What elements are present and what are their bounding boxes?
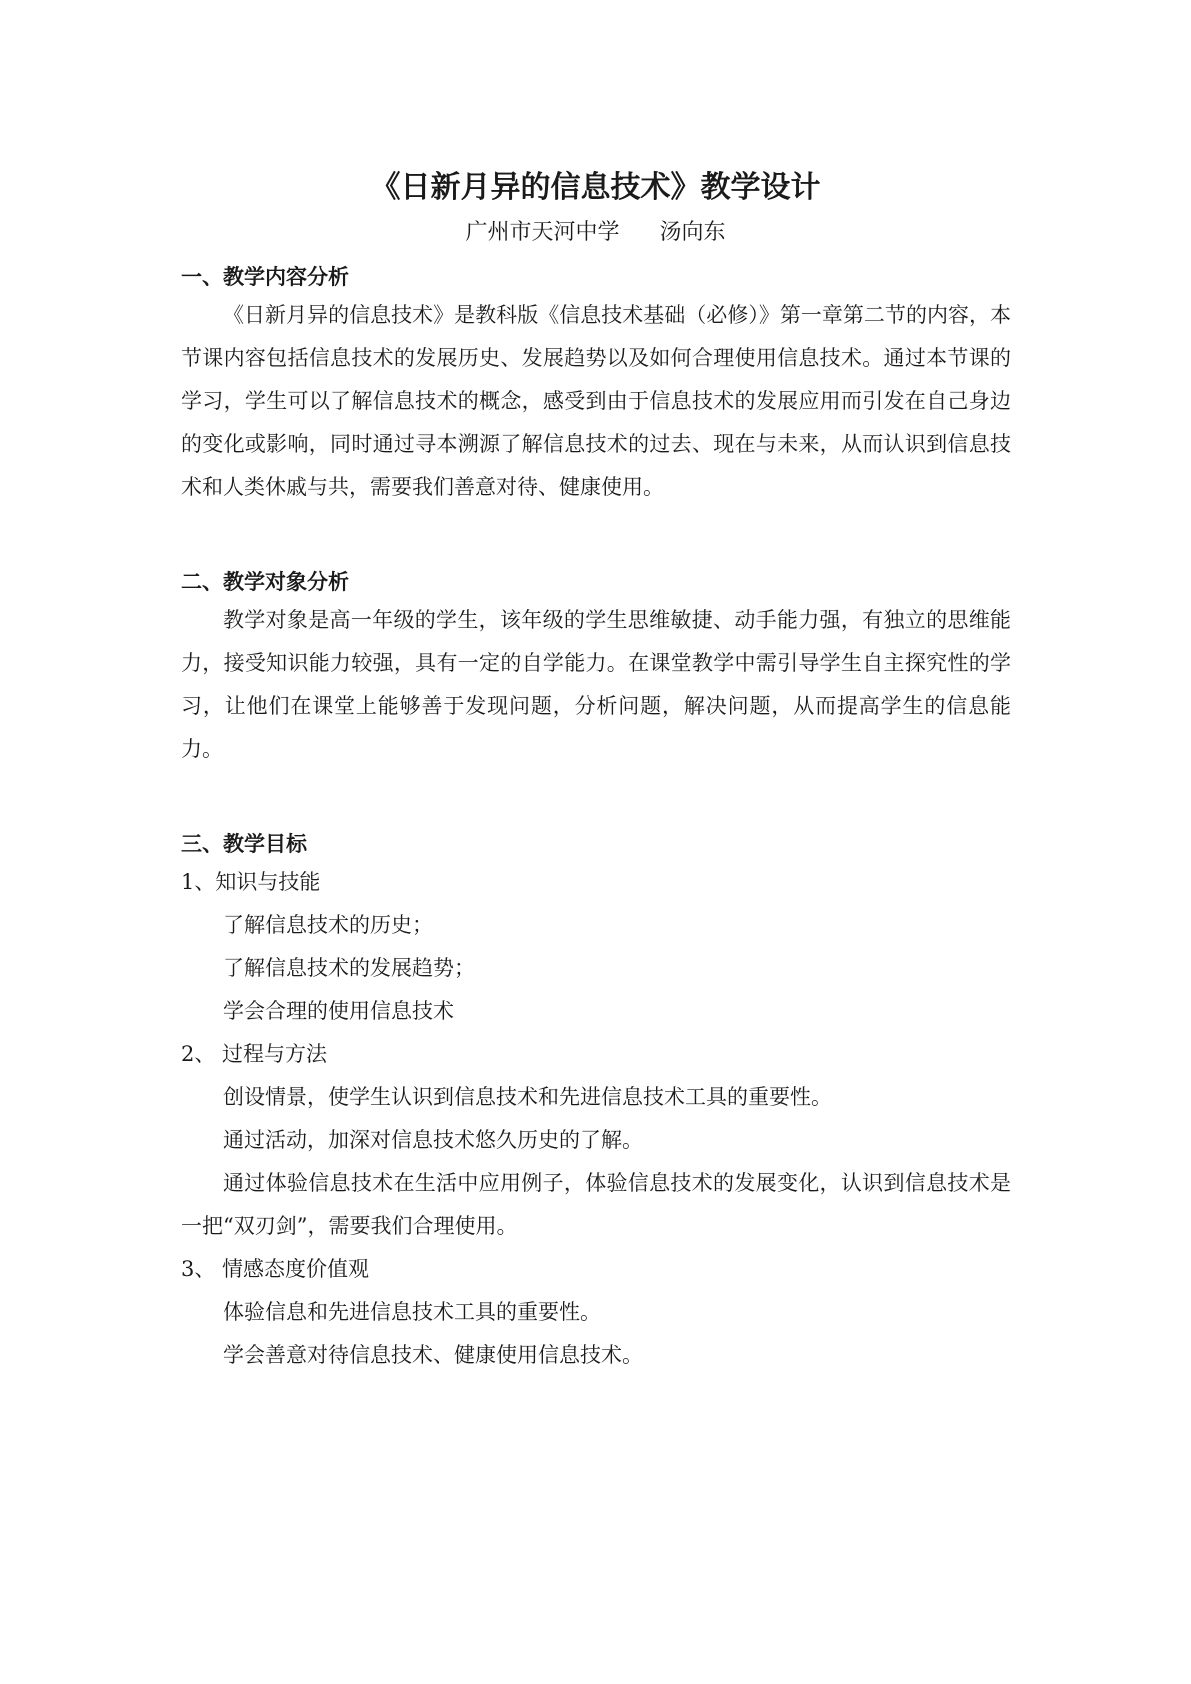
section-heading-student-analysis: 二、教学对象分析 [181,570,349,594]
section-spacer [181,771,1011,827]
goal-process-item: 创设情景，使学生认识到信息技术和先进信息技术工具的重要性。 [223,1085,832,1109]
goal-attitude-values-label: 3、 情感态度价值观 [181,1257,370,1281]
document-body [181,260,1011,1377]
goal-knowledge-skills-label: 1、知识与技能 [181,870,321,894]
student-analysis-paragraph: 教学对象是高一年级的学生，该年级的学生思维敏捷、动手能力强，有独立的思维能力，接受知识能力较强，具有一定的自学能力。在课堂教学中需引导学生自主探究性的学习，让他们在课堂上能够善于发现问题，分析问题，解决问题，从而提高学生的信息能力。 [181,608,1011,761]
goal-knowledge-item: 了解信息技术的历史； [223,913,433,937]
section-heading-teaching-goals: 三、教学目标 [181,832,307,856]
section-spacer [181,509,1011,565]
goal-attitude-item: 体验信息和先进信息技术工具的重要性。 [223,1300,601,1324]
author-name: 汤向东 [659,220,726,245]
section-heading-content-analysis: 一、教学内容分析 [181,265,349,289]
goal-process-item: 通过活动，加深对信息技术悠久历史的了解。 [223,1128,643,1152]
author-line [0,218,1191,248]
goal-process-method-label: 2、 过程与方法 [181,1042,328,1066]
goal-knowledge-item: 学会合理的使用信息技术 [223,999,454,1023]
content-analysis-paragraph: 《日新月异的信息技术》是教科版《信息技术基础（必修）》第一章第二节的内容，本节课内容包括信息技术的发展历史、发展趋势以及如何合理使用信息技术。通过本节课的学习，学生可以了解信息技术的概念，感受到由于信息技术的发展应用而引发在自己身边的变化或影响，同时通过寻本溯源了解信息技术的过去、现在与未来，从而认识到信息技术和人类休戚与共，需要我们善意对待、健康使用。 [181,303,1011,499]
goal-attitude-item: 学会善意对待信息技术、健康使用信息技术。 [223,1343,643,1367]
author-school: 广州市天河中学 [465,220,620,245]
goal-process-item: 通过体验信息技术在生活中应用例子，体验信息技术的发展变化，认识到信息技术是一把“双刃剑”，需要我们合理使用。 [181,1171,1011,1238]
document-title: 《日新月异的信息技术》教学设计 [370,170,821,205]
goal-knowledge-item: 了解信息技术的发展趋势； [223,956,475,980]
